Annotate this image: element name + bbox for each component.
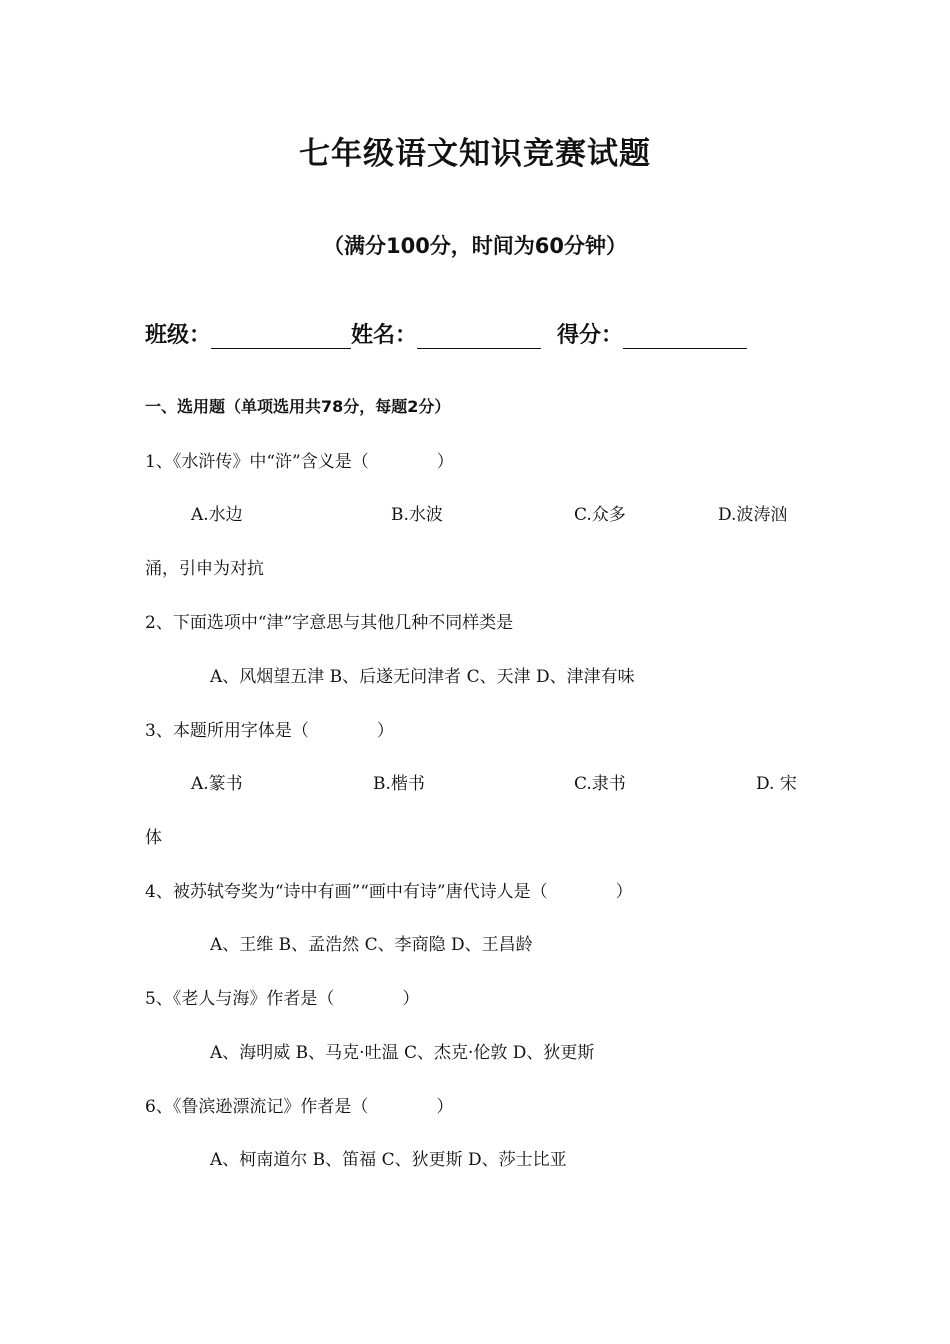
question-stem: 4、被苏轼夸奖为“诗中有画”“画中有诗”唐代诗人是（ ） bbox=[145, 882, 633, 902]
question-stem: 6、《鲁滨逊漂流记》作者是（ ） bbox=[145, 1097, 454, 1117]
name-blank[interactable] bbox=[417, 324, 541, 349]
page-title: 七年级语文知识竞赛试题 bbox=[299, 136, 651, 172]
question-options-line: A、柯南道尔 B、笛福 C、狄更斯 D、莎士比亚 bbox=[210, 1150, 567, 1170]
question-option: C.隶书 bbox=[574, 774, 626, 794]
question-option: A.篆书 bbox=[191, 774, 243, 794]
question-option: B.楷书 bbox=[373, 774, 425, 794]
student-info-line bbox=[145, 318, 747, 349]
score-blank[interactable] bbox=[623, 324, 747, 349]
question-option: D.波涛汹 bbox=[718, 505, 788, 525]
page-subtitle: （满分100分，时间为60分钟） bbox=[322, 234, 628, 258]
question-stem: 1、《水浒传》中“浒”含义是（ ） bbox=[145, 452, 454, 472]
question-options-line: A、风烟望五津 B、后遂无问津者 C、天津 D、津津有味 bbox=[210, 667, 635, 687]
question-option: A.水边 bbox=[191, 505, 243, 525]
question-option: C.众多 bbox=[574, 505, 626, 525]
question-option: D. 宋 bbox=[756, 774, 797, 794]
question-option: B.水波 bbox=[391, 505, 443, 525]
name-label: 姓名： bbox=[351, 323, 418, 348]
question-stem: 2、下面选项中“津”字意思与其他几种不同样类是 bbox=[145, 613, 514, 633]
question-option-wrap: 体 bbox=[145, 828, 162, 848]
question-options-line: A、王维 B、孟浩然 C、李商隐 D、王昌龄 bbox=[210, 935, 533, 955]
section-heading: 一、选用题（单项选用共78分，每题2分） bbox=[145, 397, 451, 416]
score-label: 得分： bbox=[557, 323, 624, 348]
question-stem: 3、本题所用字体是（ ） bbox=[145, 721, 394, 741]
class-label: 班级： bbox=[145, 323, 212, 348]
question-stem: 5、《老人与海》作者是（ ） bbox=[145, 989, 420, 1009]
question-option-wrap: 涌，引申为对抗 bbox=[145, 559, 264, 579]
question-options-line: A、海明威 B、马克·吐温 C、杰克·伦敦 D、狄更斯 bbox=[210, 1043, 595, 1063]
class-blank[interactable] bbox=[211, 324, 351, 349]
